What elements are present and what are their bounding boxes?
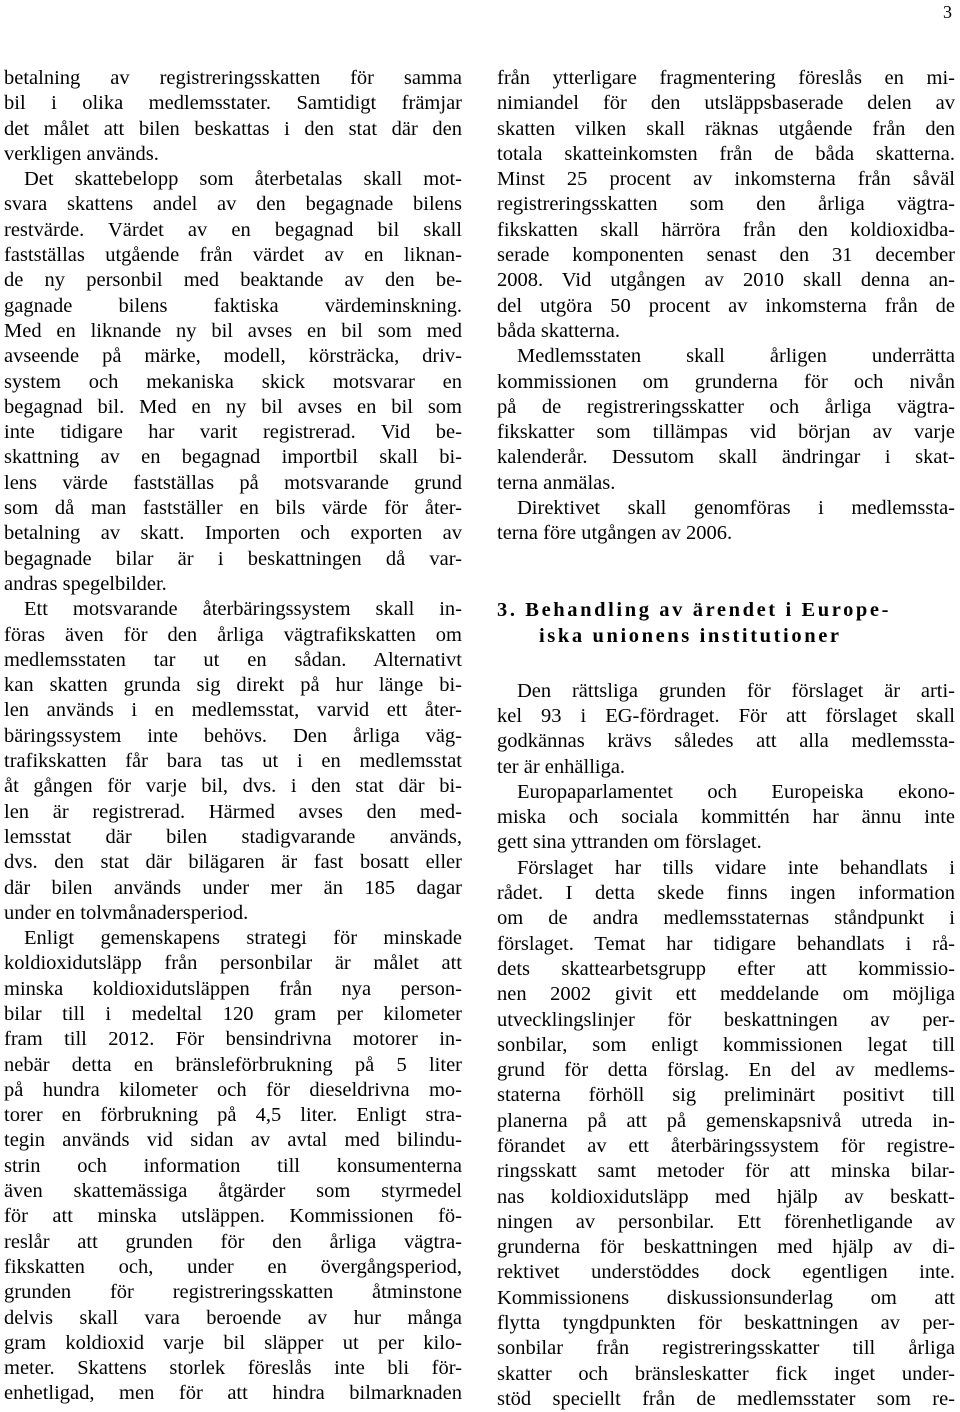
text-line: gagnade bilens faktiska värdeminskning.: [4, 294, 462, 317]
section-heading-line-1: 3. Behandling av ärendet i Europe-: [497, 598, 892, 621]
text-line: torer en förbrukning på 4,5 liter. Enligt stra-: [4, 1104, 462, 1127]
text-line: system och mekaniska skick motsvarar en: [4, 370, 462, 393]
text-line: terna före utgången av 2006.: [497, 522, 733, 545]
text-line: ringsskatt samt metoder för att minska bilar-: [497, 1160, 955, 1183]
text-line: andras spegelbilder.: [4, 572, 167, 595]
text-line: fikskatter som tillämpas vid början av varje: [497, 421, 955, 444]
text-line: skattning av en begagnad importbil skall bi-: [4, 446, 462, 469]
text-line: om de andra medlemsstaternas ståndpunkt i: [497, 907, 955, 930]
text-line: förandet av ett återbäringssystem för registre-: [497, 1134, 955, 1157]
text-line: rektivet understöddes dock egentligen inte.: [497, 1261, 955, 1284]
text-line: nimiandel för den utsläppsbaserade delen av: [497, 92, 955, 115]
section-spacer: [497, 649, 955, 679]
text-line: föras även för den årliga vägtrafikskatten om: [4, 623, 462, 646]
section-spacer: [497, 547, 955, 597]
text-line: som då man fastställer en bils värde för åter-: [4, 497, 462, 520]
text-line: nen 2002 givit ett meddelande om möjliga: [497, 983, 955, 1006]
text-line: skatter och bränsleskatter fick inget under-: [497, 1362, 955, 1385]
text-line: under en tolvmånadersperiod.: [4, 901, 249, 924]
text-line: Förslaget har tills vidare inte behandlats i: [517, 856, 955, 879]
text-line: fram till 2012. För bensindrivna motorer in-: [4, 1028, 462, 1051]
text-line: len är registrerad. Härmed avses den med-: [4, 800, 462, 823]
text-line: nebär detta en bränsleförbrukning på 5 liter: [4, 1053, 462, 1076]
text-line: del utgöra 50 procent av inkomsterna från de: [497, 294, 955, 317]
text-line: serade komponenten senast den 31 december: [497, 244, 955, 267]
text-line: trafikskatten får bara tas ut i en medlemsstat: [4, 750, 462, 773]
text-line: tegin används vid sidan av avtal med bilindu-: [4, 1129, 462, 1152]
section-heading: [497, 597, 955, 649]
text-line: 2008. Vid utgången av 2010 skall denna an-: [497, 269, 955, 292]
text-line: Kommissionens diskussionsunderlag om att: [497, 1286, 955, 1309]
text-line: delvis skall vara beroende av hur många: [4, 1306, 462, 1329]
text-line: bil i olika medlemsstater. Samtidigt främjar: [4, 92, 462, 115]
text-line: betalning av registreringsskatten för samma: [4, 67, 462, 89]
text-line: rådet. I detta skede finns ingen information: [497, 882, 955, 905]
text-line: Med en liknande ny bil avses en bil som med: [4, 319, 462, 342]
text-line: Direktivet skall genomföras i medlemssta-: [517, 497, 955, 520]
text-line: staterna förhöll sig preliminärt positivt till: [497, 1084, 955, 1107]
text-line: skatten vilken skall räknas utgående från den: [497, 117, 955, 140]
page-number: 3: [943, 2, 952, 22]
text-line: flytta tyngdpunkten för beskattningen av per-: [497, 1312, 955, 1335]
text-line: för att minska utsläppen. Kommissionen fö-: [4, 1205, 462, 1228]
section-heading-line-2: iska unionens institutioner: [539, 624, 842, 647]
text-line: Minst 25 procent av inkomsterna från såväl: [497, 168, 955, 191]
text-line: meter. Skattens storlek föreslås inte bli för-: [4, 1357, 462, 1380]
right-column-top-text: [497, 66, 955, 547]
text-line: från ytterligare fragmentering föreslås en mi-: [497, 67, 955, 89]
text-line: restvärde. Värdet av en begagnad bil skall: [4, 218, 462, 241]
text-line: inte tidigare har varit registrerad. Vid be-: [4, 421, 462, 444]
text-line: kan skatten grunda sig direkt på hur länge bi-: [4, 674, 462, 697]
text-line: kalenderår. Dessutom skall ändringar i skat-: [497, 446, 955, 469]
text-line: nas koldioxidutsläpp med hjälp av beskatt-: [497, 1185, 955, 1208]
text-line: fastställas utgående från värdet av en liknan-: [4, 244, 462, 267]
text-line: kommissionen om grunderna för och nivån: [497, 370, 955, 393]
text-line: kel 93 i EG-fördraget. För att förslaget skall: [497, 704, 955, 727]
text-line: bilar till i medeltal 120 gram per kilometer: [4, 1002, 462, 1025]
text-line: strin och information till konsumenterna: [4, 1154, 462, 1177]
text-line: de ny personbil med beaktande av den be-: [4, 269, 462, 292]
text-line: Det skattebelopp som återbetalas skall mot-: [24, 168, 462, 191]
text-line: avseende på märke, modell, körsträcka, driv-: [4, 345, 462, 368]
text-line: lemsstat där bilen stadigvarande används,: [4, 825, 462, 848]
text-line: det målet att bilen beskattas i den stat där den: [4, 117, 462, 140]
text-line: fikskatten och, under en övergångsperiod,: [4, 1255, 462, 1278]
text-line: reslår att grunden för den årliga vägtra-: [4, 1230, 462, 1253]
text-line: förslaget. Temat har tidigare behandlats i rå-: [497, 932, 955, 955]
text-line: även skattemässiga åtgärder som styrmedel: [4, 1180, 462, 1203]
text-line: begagnad bil. Med en ny bil avses en bil som: [4, 395, 462, 418]
text-line: Europaparlamentet och Europeiska ekono-: [517, 780, 955, 803]
left-column: [4, 66, 462, 1407]
text-line: sonbilar, som enligt kommissionen legat till: [497, 1033, 955, 1056]
text-line: koldioxidutsläpp från personbilar är målet att: [4, 952, 462, 975]
right-column-bottom-text: [497, 679, 955, 1412]
text-line: enhetligad, men för att hindra bilmarknaden: [4, 1382, 462, 1405]
text-line: grund för detta förslag. En del av medlems-: [497, 1059, 955, 1082]
text-line: grunderna för beskattningen med hjälp av di-: [497, 1236, 955, 1259]
text-line: åt gången för varje bil, dvs. i den stat där bi-: [4, 775, 462, 798]
text-line: minska koldioxidutsläppen från nya person-: [4, 977, 462, 1000]
text-line: Den rättsliga grunden för förslaget är arti-: [517, 679, 955, 702]
text-line: dets skattearbetsgrupp efter att kommissio-: [497, 957, 955, 980]
text-line: där bilen används under mer än 185 dagar: [4, 876, 462, 899]
text-line: Enligt gemenskapens strategi för minskade: [24, 927, 462, 950]
text-line: ter är enhälliga.: [497, 755, 626, 778]
text-line: fikskatten skall härröra från den koldioxidba-: [497, 218, 955, 241]
text-line: bäringssystem inte behövs. Den årliga väg-: [4, 724, 462, 747]
text-line: verkligen används.: [4, 142, 159, 165]
text-line: på de registreringsskatter och årliga vägtra-: [497, 395, 955, 418]
text-line: båda skatterna.: [497, 319, 620, 342]
text-line: svara skattens andel av den begagnade bilens: [4, 193, 462, 216]
text-line: begagnade bilar är i beskattningen då var-: [4, 547, 462, 570]
text-line: ningen av personbilar. Ett förenhetligande av: [497, 1210, 955, 1233]
text-line: lens värde fastställas på motsvarande grund: [4, 471, 462, 494]
text-line: på hundra kilometer och för dieseldrivna mo-: [4, 1078, 462, 1101]
text-line: grunden för registreringsskatten åtminstone: [4, 1281, 462, 1304]
text-line: dvs. den stat där bilägaren är fast bosatt eller: [4, 851, 462, 874]
text-line: stöd speciellt från de medlemsstater som re-: [497, 1387, 955, 1410]
text-line: utvecklingslinjer för beskattningen av per-: [497, 1008, 955, 1031]
text-line: Ett motsvarande återbäringssystem skall in-: [24, 598, 462, 621]
text-line: len används i en medlemsstat, varvid ett åter-: [4, 699, 462, 722]
text-line: gram koldioxid varje bil släpper ut per kilo-: [4, 1331, 462, 1354]
text-line: registreringsskatten som den årliga vägtra-: [497, 193, 955, 216]
text-line: totala skatteinkomsten från de båda skatterna.: [497, 142, 955, 165]
text-line: betalning av skatt. Importen och exporten av: [4, 522, 462, 545]
text-line: gett sina yttranden om förslaget.: [497, 831, 762, 854]
text-line: godkännas krävs således att alla medlemssta-: [497, 730, 955, 753]
text-line: medlemsstaten tar ut en sådan. Alternativt: [4, 648, 462, 671]
text-line: sonbilar från registreringsskatter till årliga: [497, 1337, 955, 1360]
text-line: terna anmälas.: [497, 471, 616, 494]
right-column: [497, 66, 955, 1412]
text-line: planerna på att på gemenskapsnivå utreda in-: [497, 1109, 955, 1132]
text-line: miska och sociala kommittén har ännu inte: [497, 806, 955, 829]
text-line: Medlemsstaten skall årligen underrätta: [517, 345, 955, 368]
